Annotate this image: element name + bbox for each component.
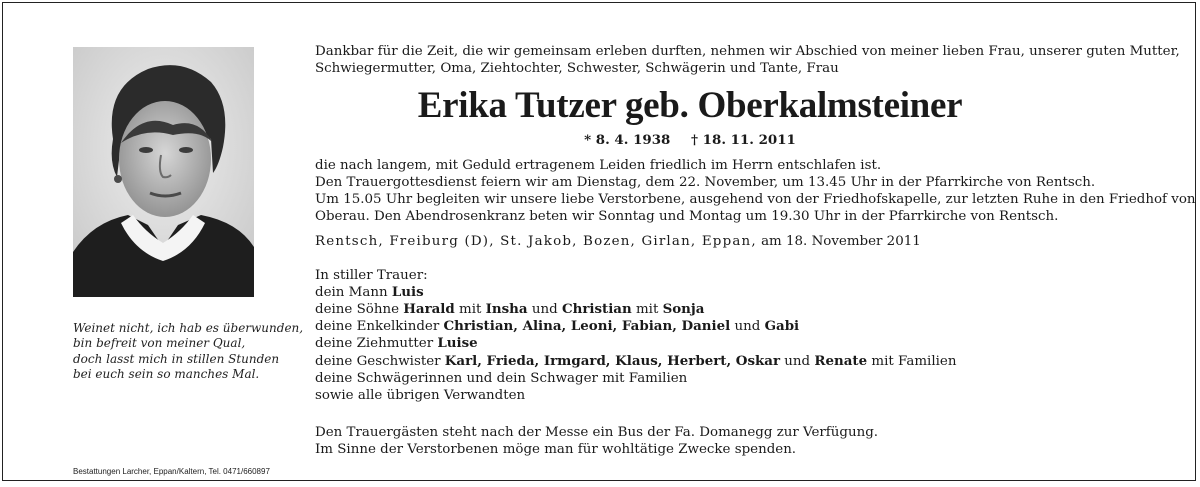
- mourner-relation: mit Familien: [867, 353, 957, 369]
- closing-line: Im Sinne der Verstorbenen möge man für wohltätige Zwecke spenden.: [315, 442, 797, 458]
- mourner-relation: mit: [454, 302, 486, 318]
- poem-line: bin befreit von meiner Qual,: [73, 336, 246, 351]
- mourner-relation: sowie alle übrigen Verwandten: [315, 388, 526, 404]
- mourner-name: Insha: [485, 301, 528, 318]
- body-line: Oberau. Den Abendrosenkranz beten wir Sonntag und Montag um 19.30 Uhr in der Pfarrkirche von Rentsch.: [315, 209, 1059, 225]
- mourner-name: Christian, Alina, Leoni, Fabian, Daniel: [443, 318, 731, 335]
- poem-line: doch lasst mich in stillen Stunden: [73, 351, 280, 366]
- notice-date: am 18. November 2011: [761, 234, 921, 250]
- body-line: die nach langem, mit Geduld ertragenem Leiden friedlich im Herrn entschlafen ist.: [315, 157, 882, 173]
- mourners-intro: In stiller Trauer:: [315, 267, 428, 283]
- mourner-line: [315, 318, 1175, 335]
- mourner-line: [315, 301, 1175, 318]
- portrait-photo: [73, 47, 254, 297]
- mourner-name: Harald: [403, 301, 455, 318]
- intro-line: Dankbar für die Zeit, die wir gemeinsam erleben durften, nehmen wir Abschied von meiner lieben Frau, unserer guten Mutter,: [315, 44, 1180, 59]
- mourner-line: [315, 353, 1175, 370]
- mourner-relation: und: [527, 302, 562, 318]
- life-dates: [315, 132, 1065, 149]
- deceased-name: Erika Tutzer geb. Oberkalmsteiner: [417, 85, 963, 127]
- poem: [73, 321, 303, 382]
- mourners-list: [315, 284, 1175, 404]
- undertaker-credit: Bestattungen Larcher, Eppan/Kaltern, Tel. 0471/660897: [73, 467, 270, 476]
- places: Rentsch, Freiburg (D), St. Jakob, Bozen, Girlan, Eppan,: [315, 234, 757, 250]
- mourner-relation: mit: [631, 302, 663, 318]
- mourner-relation: deine Enkelkinder: [315, 319, 444, 335]
- mourner-relation: dein Mann: [315, 284, 392, 300]
- mourner-relation: und: [730, 319, 765, 335]
- obituary-notice: [2, 2, 1196, 481]
- mourner-name: Luise: [437, 335, 478, 352]
- mourner-line: [315, 284, 1175, 301]
- poem-line: Weinet nicht, ich hab es überwunden,: [73, 321, 304, 335]
- mourner-line: [315, 387, 1175, 404]
- notice-text: [315, 43, 1196, 459]
- mourner-name: Gabi: [764, 318, 800, 335]
- mourner-relation: deine Ziehmutter: [315, 336, 438, 352]
- mourner-relation: deine Schwägerinnen und dein Schwager mit Familien: [315, 370, 688, 386]
- mourner-name: Sonja: [662, 301, 705, 318]
- mourner-relation: und: [780, 353, 815, 369]
- mourner-name: Christian: [561, 301, 632, 318]
- poem-line: bei euch sein so manches Mal.: [73, 366, 260, 381]
- mourner-relation: deine Geschwister: [315, 353, 445, 369]
- death-date: † 18. 11. 2011: [691, 132, 796, 149]
- mourner-name: Karl, Frieda, Irmgard, Klaus, Herbert, Oskar: [444, 352, 781, 369]
- mourner-line: [315, 335, 1175, 352]
- place-date-line: [315, 233, 1175, 250]
- portrait-image: [73, 47, 254, 297]
- birth-date: * 8. 4. 1938: [584, 132, 671, 149]
- body-line: Den Trauergottesdienst feiern wir am Dienstag, dem 22. November, um 13.45 Uhr in der Pfarrkirche von Rentsch.: [315, 174, 1096, 190]
- intro-line: Schwiegermutter, Oma, Ziehtochter, Schwester, Schwägerin und Tante, Frau: [315, 61, 839, 77]
- body-line: Um 15.05 Uhr begleiten wir unsere liebe Verstorbene, ausgehend von der Friedhofskapelle, zur letzten Ruhe in den Friedhof von: [315, 192, 1196, 208]
- mourner-name: Renate: [814, 352, 868, 369]
- mourner-relation: deine Söhne: [315, 302, 404, 318]
- mourner-name: Luis: [391, 283, 424, 300]
- mourner-line: [315, 370, 1175, 387]
- closing-line: Den Trauergästen steht nach der Messe ein Bus der Fa. Domanegg zur Verfügung.: [315, 425, 879, 441]
